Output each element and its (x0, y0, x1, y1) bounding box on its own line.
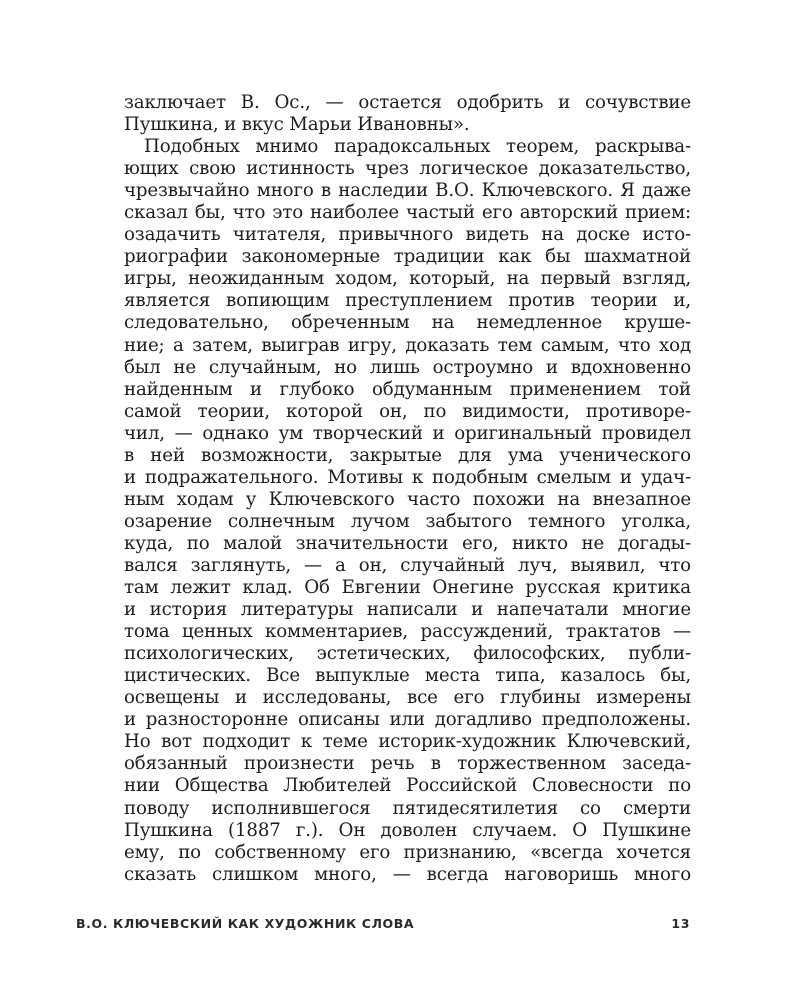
text-line: озарение солнечным лучом забытого темного уголка, (124, 510, 691, 532)
text-line: там лежит клад. Об Евгении Онегине русская критика (124, 577, 691, 599)
text-line: психологических, эстетических, философских, публи- (124, 643, 691, 665)
text-line: вался заглянуть, — а он, случайный луч, выявил, что (124, 554, 691, 576)
running-title: В.О. КЛЮЧЕВСКИЙ КАК ХУДОЖНИК СЛОВА (76, 916, 415, 931)
text-line: найденным и глубоко обдуманным применением той (124, 378, 691, 400)
text-line: риографии закономерные традиции как бы шахматной (124, 246, 691, 268)
text-line: является вопиющим преступлением против теории и, (124, 290, 691, 312)
text-line: и разносторонне описаны или догадливо предположены. (124, 709, 691, 731)
text-line: Пушкина (1887 г.). Он доволен случаем. О Пушкине (124, 819, 691, 841)
text-line: и подражательного. Мотивы к подобным смелым и удач- (124, 466, 691, 488)
text-line: был не случайным, но лишь остроумно и вдохновенно (124, 356, 691, 378)
text-line: сказать слишком много, — всегда наговоришь много (124, 863, 691, 885)
text-line: следовательно, обреченным на немедленное круше- (124, 312, 691, 334)
text-line: игры, неожиданным ходом, который, на первый взгляд, (124, 268, 691, 290)
text-line: заключает В. Ос., — остается одобрить и сочувствие (124, 92, 691, 113)
text-line: Но вот подходит к теме историк-художник Ключевский, (124, 731, 691, 753)
text-line: чил, — однако ум творческий и оригинальный провидел (124, 422, 691, 444)
text-line: тома ценных комментариев, рассуждений, трактатов — (124, 621, 691, 643)
text-line: и история литературы написали и напечатали многие (124, 599, 691, 621)
text-line: озадачить читателя, привычного видеть на доске исто- (124, 224, 691, 246)
text-line: куда, по малой значительности его, никто не догады- (124, 532, 691, 554)
text-line: нии Общества Любителей Российской Словесности по (124, 775, 691, 797)
text-line: Подобных мнимо парадоксальных теорем, раскрыва- (144, 136, 691, 158)
text-line: сказал бы, что это наиболее частый его авторский прием: (124, 202, 691, 224)
text-line: обязанный произнести речь в торжественном заседа- (124, 753, 691, 775)
text-line: ным ходам у Ключевского часто похожи на внезапное (124, 488, 691, 510)
text-line: ему, по собственному его признанию, «всегда хочется (124, 841, 691, 863)
page-number: 13 (671, 916, 690, 931)
text-line: поводу исполнившегося пятидесятилетия со смерти (124, 797, 691, 819)
page-footer (76, 916, 690, 936)
text-line: в ней возможности, закрытые для ума ученического (124, 444, 691, 466)
text-line: Пушкина, и вкус Марьи Ивановны». (124, 114, 470, 136)
text-line: самой теории, которой он, по видимости, противоре- (124, 400, 691, 422)
text-line: ющих свою истинность чрез логическое доказательство, (124, 158, 691, 180)
text-line: освещены и исследованы, все его глубины измерены (124, 687, 691, 709)
text-line: чрезвычайно много в наследии В.О. Ключевского. Я даже (124, 180, 691, 202)
text-line: ние; а затем, выиграв игру, доказать тем самым, что ход (124, 334, 691, 356)
text-line: цистических. Все выпуклые места типа, казалось бы, (124, 665, 691, 687)
body-text (124, 92, 691, 886)
